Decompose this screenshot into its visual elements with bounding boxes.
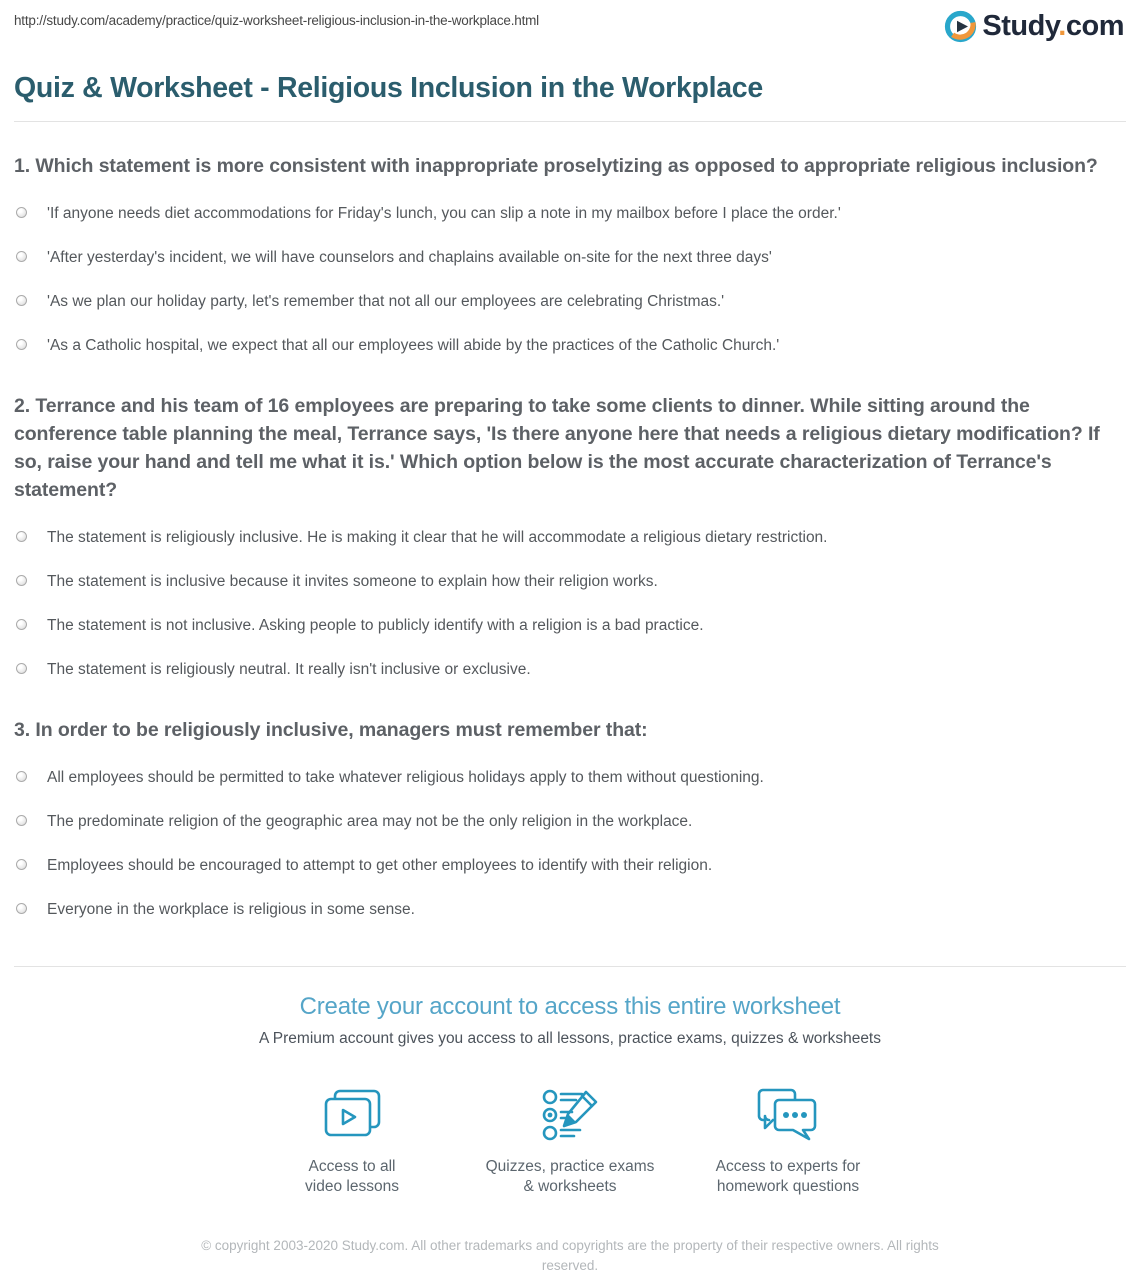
question-3 [14,716,1126,920]
question-text: 2. Terrance and his team of 16 employees are preparing to take some clients to dinner. While sitting around the conference table planning the meal, Terrance says, 'Is there anyone here that needs a religious dietary modification? If so, raise your hand and tell me what it is.' Which option below is the most accurate characterization of Terrance's statement? [14,395,1100,501]
cta-section [0,966,1140,1196]
option-label: All employees should be permitted to take whatever religious holidays apply to them without questioning. [47,769,764,786]
feature-label: Quizzes, practice exams & worksheets [485,1158,655,1195]
quiz-worksheet-icon [461,1086,679,1144]
question-2 [14,392,1126,680]
option-label: 'After yesterday's incident, we will have counselors and chaplains available on-site for the next three days' [47,249,772,266]
answer-option[interactable] [14,248,1126,268]
answer-option[interactable] [14,572,1126,592]
answer-option[interactable] [14,660,1126,680]
option-label: 'If anyone needs diet accommodations for Friday's lunch, you can slip a note in my mailbox before I place the order.' [47,205,841,222]
radio-button[interactable] [16,619,27,630]
radio-button[interactable] [16,295,27,306]
page-url: http://study.com/academy/practice/quiz-worksheet-religious-inclusion-in-the-workplace.html [14,13,539,28]
option-label: The statement is religiously neutral. It really isn't inclusive or exclusive. [47,661,531,678]
question-1 [14,152,1126,356]
option-label: Employees should be encouraged to attempt to get other employees to identify with their religion. [47,857,713,874]
video-lessons-icon [243,1086,461,1144]
cta-title: Create your account to access this entire worksheet [299,993,841,1020]
copyright-notice: © copyright 2003-2020 Study.com. All other trademarks and copyrights are the property of their respective owners. All rights reserved. [201,1238,939,1273]
feature-experts [679,1086,897,1196]
answer-option[interactable] [14,812,1126,832]
answer-option[interactable] [14,900,1126,920]
feature-label: Access to all video lessons [305,1158,399,1195]
page-title: Quiz & Worksheet - Religious Inclusion in the Workplace [14,72,763,104]
studycom-logo[interactable] [944,10,1124,43]
answer-option[interactable] [14,336,1126,356]
radio-button[interactable] [16,859,27,870]
title-divider [14,121,1126,122]
option-label: Everyone in the workplace is religious in some sense. [47,901,415,918]
cta-subtitle: A Premium account gives you access to all lessons, practice exams, quizzes & worksheets [259,1030,881,1047]
answer-option[interactable] [14,616,1126,636]
question-text: 3. In order to be religiously inclusive, managers must remember that: [14,719,648,741]
radio-button[interactable] [16,815,27,826]
question-text: 1. Which statement is more consistent with inappropriate proselytizing as opposed to appropriate religious inclusion? [14,155,1098,177]
option-label: The statement is not inclusive. Asking people to publicly identify with a religion is a bad practice. [47,617,704,634]
option-label: The statement is inclusive because it invites someone to explain how their religion works. [47,573,658,590]
chat-experts-icon [679,1086,897,1144]
feature-video-lessons [243,1086,461,1196]
answer-option[interactable] [14,856,1126,876]
radio-button[interactable] [16,575,27,586]
feature-label: Access to experts for homework questions [715,1158,861,1195]
radio-button[interactable] [16,771,27,782]
radio-button[interactable] [16,339,27,350]
radio-button[interactable] [16,663,27,674]
radio-button[interactable] [16,207,27,218]
answer-option[interactable] [14,768,1126,788]
option-label: The statement is religiously inclusive. He is making it clear that he will accommodate a religious dietary restriction. [47,529,828,546]
answer-option[interactable] [14,204,1126,224]
answer-option[interactable] [14,528,1126,548]
option-label: 'As we plan our holiday party, let's remember that not all our employees are celebrating Christmas.' [47,293,725,310]
option-label: The predominate religion of the geographic area may not be the only religion in the workplace. [47,813,693,830]
quiz-body [0,152,1140,920]
page-header [0,0,1140,43]
cta-divider [14,966,1126,967]
studycom-logo-text: Study.com [982,10,1124,42]
option-label: 'As a Catholic hospital, we expect that all our employees will abide by the practices of the Catholic Church.' [47,337,780,354]
radio-button[interactable] [16,903,27,914]
radio-button[interactable] [16,531,27,542]
studycom-logo-icon [944,10,977,43]
answer-option[interactable] [14,292,1126,312]
features-row [0,1086,1140,1196]
feature-quizzes [461,1086,679,1196]
radio-button[interactable] [16,251,27,262]
